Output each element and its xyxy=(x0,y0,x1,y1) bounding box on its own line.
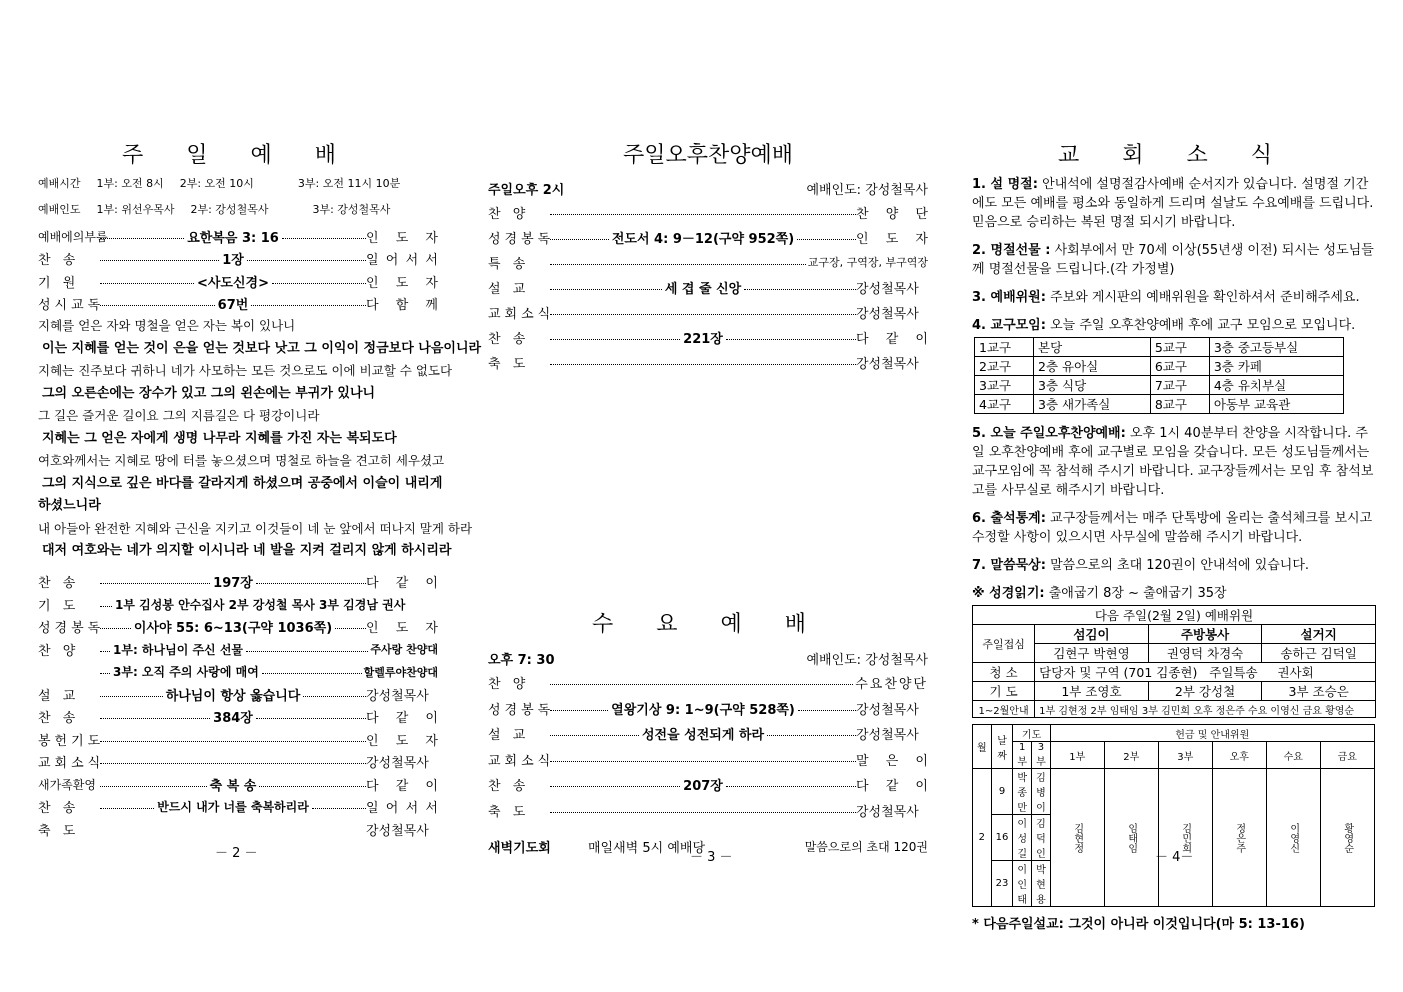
table-cell: 김현구 박현영 xyxy=(1035,644,1149,663)
table-cell: 정은주 xyxy=(1212,769,1266,907)
table-cell: 오후 xyxy=(1212,742,1266,769)
table-cell: 9 xyxy=(991,769,1013,815)
service-leaders: 예배인도 1부: 위선우목사 2부: 강성철목사 3부: 강성철목사 xyxy=(38,203,391,216)
order-row: 찬 송 197장 다 같 이 xyxy=(38,576,438,592)
order-row: 찬 송 384장 다 같 이 xyxy=(38,711,438,727)
table-cell: 기도 xyxy=(1013,725,1050,742)
order-list-1 xyxy=(38,225,438,315)
bible-reading: ※ 성경읽기: 출애굽기 8장 ~ 출애굽기 35장 xyxy=(972,586,1227,601)
table-cell: 16 xyxy=(991,815,1013,861)
table-cell: 설거지 xyxy=(1262,625,1376,644)
table-cell: 수요 xyxy=(1266,742,1320,769)
order-row: 찬 송 1장 일 어 서 서 xyxy=(38,253,438,269)
table-cell: 3부 xyxy=(1158,742,1212,769)
order-row: 특 송 교구장, 구역장, 부구역장 xyxy=(488,256,928,272)
order-row: 설 교 세 겹 줄 신앙 강성철목사 xyxy=(488,281,919,297)
news-item: 6. 출석통계: 교구장들께서는 매주 단톡방에 올리는 출석체크를 보시고 수정할 사항이 있으시면 사무실에 말씀해 주시기 바랍니다. xyxy=(972,511,1373,545)
page-number-3: － 3 － xyxy=(690,850,733,865)
table-cell: 2부 강성철 xyxy=(1148,682,1262,701)
table-cell: 이인태 xyxy=(1013,861,1032,907)
order-row: 설 교 하나님이 항상 옳습니다 강성철목사 xyxy=(38,688,429,704)
table-cell: 황영순 xyxy=(1320,769,1374,907)
table-cell: 아동부 교육관 xyxy=(1209,395,1343,414)
table-cell: 2 xyxy=(973,769,992,907)
news-item: 3. 예배위원: 주보와 게시판의 예배위원을 확인하셔서 준비해주세요. xyxy=(972,290,1360,305)
table-cell: 기 도 xyxy=(973,682,1035,701)
table-cell: 다음 주일(2월 2일) 예배위원 xyxy=(973,606,1376,625)
page-2 xyxy=(38,138,482,841)
order-row: 성경봉독 열왕기상 9: 1~9(구약 528쪽) 강성철목사 xyxy=(488,702,919,718)
table-cell: 이성길 xyxy=(1013,815,1032,861)
order-row: 새가족환영 축 복 송 다 같 이 xyxy=(38,777,438,794)
table-cell: 청 소 xyxy=(973,663,1035,682)
offering-table xyxy=(972,724,1375,907)
table-cell: 김현정 xyxy=(1050,769,1104,907)
news-item: 4. 교구모임: 오늘 주일 오후찬양예배 후에 교구 모임으로 모입니다. xyxy=(972,318,1356,333)
table-cell: 3층 카페 xyxy=(1209,357,1343,376)
order-row: 찬 양 찬 양 단 xyxy=(488,206,928,222)
order-row: 봉헌기도 인 도 자 xyxy=(38,733,438,749)
order-row: 찬 양 1부: 하나님이 주신 선물 주사랑 찬양대 xyxy=(38,642,438,659)
table-cell: 1부 조영호 xyxy=(1035,682,1149,701)
order-row: 설 교 성전을 성전되게 하라 강성철목사 xyxy=(488,728,919,744)
order-row: 축 도 강성철목사 xyxy=(488,356,919,372)
dawn-prayer: 새벽기도회 매일새벽 5시 예배당 말씀으로의 초대 120권 xyxy=(488,839,928,856)
order-row: 성경봉독 전도서 4: 9－12(구약 952쪽) 인 도 자 xyxy=(488,231,928,247)
news-item: 5. 오늘 주일오후찬양예배: 오후 1시 40분부터 찬양을 시작합니다. 주일 오후찬양예배 후에 교구별로 모임을 갖습니다. 모든 성도님들께서는 교구모임에 꼭 참석해 주시기 바랍니다. 교구장들께서는 모임 후 참석보고를 사무실로 해주시기 바랍니다. xyxy=(972,426,1374,498)
afternoon-order xyxy=(488,200,928,375)
table-cell: 4교구 xyxy=(975,395,1034,414)
table-cell: 6교구 xyxy=(1150,357,1209,376)
table-cell: 헌금 및 안내위원 xyxy=(1050,725,1374,742)
table-cell: 1부 xyxy=(1013,742,1032,769)
order-list-2 xyxy=(38,571,438,841)
table-cell: 2층 유아실 xyxy=(1034,357,1151,376)
district-table xyxy=(974,337,1344,414)
order-row: 찬 송 221장 다 같 이 xyxy=(488,331,928,347)
page-3: 주일오후찬양예배 주일오후 2시 예배인도: 강성철목사 찬 양 찬 양 단 성경봉독 전도서 4: 9－12(구약 952쪽) 인 도 자 특 송 교구장, 구역장, 부구역장 설 교 세 겹 줄 신앙 강성철목사 교회소식 강성철목사 찬 송 221장 다 같 이 축 도 강성철목사 수 요 예 배 오후 7: 30 예배인도: 강성철목사 찬 양 수요찬양단 성경봉독 열왕기상 9: 1~9(구약 528쪽) 강성철목사 설 교 성전을 성전되게 하라 강성철목사 교회소식 말 은 이 찬 송 207장 다 같 이 축 도 강성철목사 새벽기도회 매일새벽 5시 예배당 말씀으로의 초대 120권 xyxy=(488,138,928,858)
table-cell: 김병이 xyxy=(1032,769,1051,815)
news-item: 7. 말씀묵상: 말씀으로의 초대 120권이 안내석에 있습니다. xyxy=(972,558,1310,573)
table-cell: 김덕인 xyxy=(1032,815,1051,861)
order-row: 예배에의부름 요한복음 3: 16 인 도 자 xyxy=(38,229,438,246)
table-cell: 본당 xyxy=(1034,338,1151,357)
table-cell: 송하근 김덕일 xyxy=(1262,644,1376,663)
table-cell: 5교구 xyxy=(1150,338,1209,357)
table-cell: 3층 새가족실 xyxy=(1034,395,1151,414)
news-item: 1. 설 명절: 안내석에 설명절감사예배 순서지가 있습니다. 설명절 기간에도 모든 예배를 평소와 동일하게 드리며 설날도 수요예배를 드립니다. 믿음으로 승리하는 복된 명절 되시기 바랍니다. xyxy=(972,177,1374,230)
order-row: 기 원 <사도신경> 인 도 자 xyxy=(38,275,438,291)
order-row: 성경봉독 이사야 55: 6~13(구약 1036쪽) 인 도 자 xyxy=(38,621,438,637)
church-news-title: 교 회 소 식 xyxy=(1058,143,1290,168)
order-row: 교회소식 말 은 이 xyxy=(488,753,928,769)
order-row: 축 도 강성철목사 xyxy=(38,823,429,839)
table-cell: 3교구 xyxy=(975,376,1034,395)
sunday-service-title: 주 일 예 배 xyxy=(122,143,354,168)
order-row: 찬 양 수요찬양단 xyxy=(488,677,928,693)
order-row: 교회소식 강성철목사 xyxy=(488,306,919,322)
table-cell: 박현용 xyxy=(1032,861,1051,907)
order-row: 3부: 오직 주의 사랑에 매여 할렐루야찬양대 xyxy=(38,661,438,684)
table-cell: 담당자 및 구역 (701 김종현) 주일특송 권사회 xyxy=(1035,663,1376,682)
page-number-2: － 2 － xyxy=(215,846,258,861)
table-cell: 8교구 xyxy=(1150,395,1209,414)
next-sermon: * 다음주일설교: 그것이 아니라 이것입니다(마 5: 13-16) xyxy=(972,917,1305,932)
table-cell: 23 xyxy=(991,861,1013,907)
order-row: 찬 송 반드시 내가 너를 축복하리라 일 어 서 서 xyxy=(38,800,438,817)
table-cell: 1~2월안내 xyxy=(973,701,1035,718)
page-number-4: － 4－ xyxy=(1155,850,1194,865)
order-row: 기 도 1부 김성봉 안수집사 2부 강성철 목사 3부 김경남 권사 xyxy=(38,597,406,614)
table-cell: 김민희 xyxy=(1158,769,1212,907)
order-row: 교회소식 강성철목사 xyxy=(38,756,429,772)
table-cell: 이영신 xyxy=(1266,769,1320,907)
table-cell: 3층 식당 xyxy=(1034,376,1151,395)
table-cell: 섬김이 xyxy=(1035,625,1149,644)
order-row: 성시교독 67번 다 함 께 xyxy=(38,298,438,314)
wednesday-service-title: 수 요 예 배 xyxy=(592,611,824,637)
table-cell: 박종만 xyxy=(1013,769,1032,815)
table-cell: 3부 xyxy=(1032,742,1051,769)
table-cell: 주방봉사 xyxy=(1148,625,1262,644)
table-cell: 월 xyxy=(973,725,992,769)
table-cell: 3부 조승은 xyxy=(1262,682,1376,701)
table-cell: 1교구 xyxy=(975,338,1034,357)
wednesday-order xyxy=(488,670,928,823)
table-cell: 1부 xyxy=(1050,742,1104,769)
table-cell: 2부 xyxy=(1104,742,1158,769)
table-cell: 권영덕 차경숙 xyxy=(1148,644,1262,663)
page-4 xyxy=(972,138,1376,932)
service-times: 예배시간 1부: 오전 8시 2부: 오전 10시 3부: 오전 11시 10분 xyxy=(38,177,401,190)
next-week-table xyxy=(972,605,1376,718)
order-row: 축 도 강성철목사 xyxy=(488,804,919,820)
table-cell: 주일접심 xyxy=(973,625,1035,663)
news-item: 2. 명절선물 : 사회부에서 만 70세 이상(55년생 이전) 되시는 성도님들께 명절선물을 드립니다.(각 가정별) xyxy=(972,243,1374,277)
table-cell: 날짜 xyxy=(991,725,1013,769)
responsive-reading: 지혜를 얻은 자와 명철을 얻은 자는 복이 있나니 이는 지혜를 얻는 것이 은을 얻는 것보다 낫고 그 이익이 정금보다 나음이니라 지혜는 진주보다 귀하니 네가 사모하는 모든 것으로도 이에 비교할 수 없도다 그의 오른손에는 장수가 있고 그의 왼손에는 부귀가 있나니 그 길은 즐거운 길이요 그의 지름길은 다 평강이니라 지혜는 그 얻은 자에게 생명 나무라 지혜를 가진 자는 복되도다 여호와께서는 지혜로 땅에 터를 놓으셨으며 명철로 하늘을 견고히 세우셨고 그의 지식으로 깊은 바다를 갈라지게 하셨으며 공중에서 이슬이 내리게 하셨느니라 내 아들아 완전한 지혜와 근신을 지키고 이것들이 네 눈 앞에서 떠나지 말게 하라 대저 여호와는 네가 의지할 이시니라 네 발을 지켜 걸리지 않게 하시리라 xyxy=(38,318,482,558)
table-cell: 7교구 xyxy=(1150,376,1209,395)
table-cell: 금요 xyxy=(1320,742,1374,769)
table-cell: 임태임 xyxy=(1104,769,1158,907)
table-cell: 3층 중고등부실 xyxy=(1209,338,1343,357)
table-cell: 2교구 xyxy=(975,357,1034,376)
table-cell: 4층 유치부실 xyxy=(1209,376,1343,395)
afternoon-service-title: 주일오후찬양예배 xyxy=(622,143,794,168)
order-row: 찬 송 207장 다 같 이 xyxy=(488,779,928,795)
table-cell: 1부 김현정 2부 임태임 3부 김민희 오후 정은주 수요 이영신 금요 황영순 xyxy=(1035,701,1376,718)
